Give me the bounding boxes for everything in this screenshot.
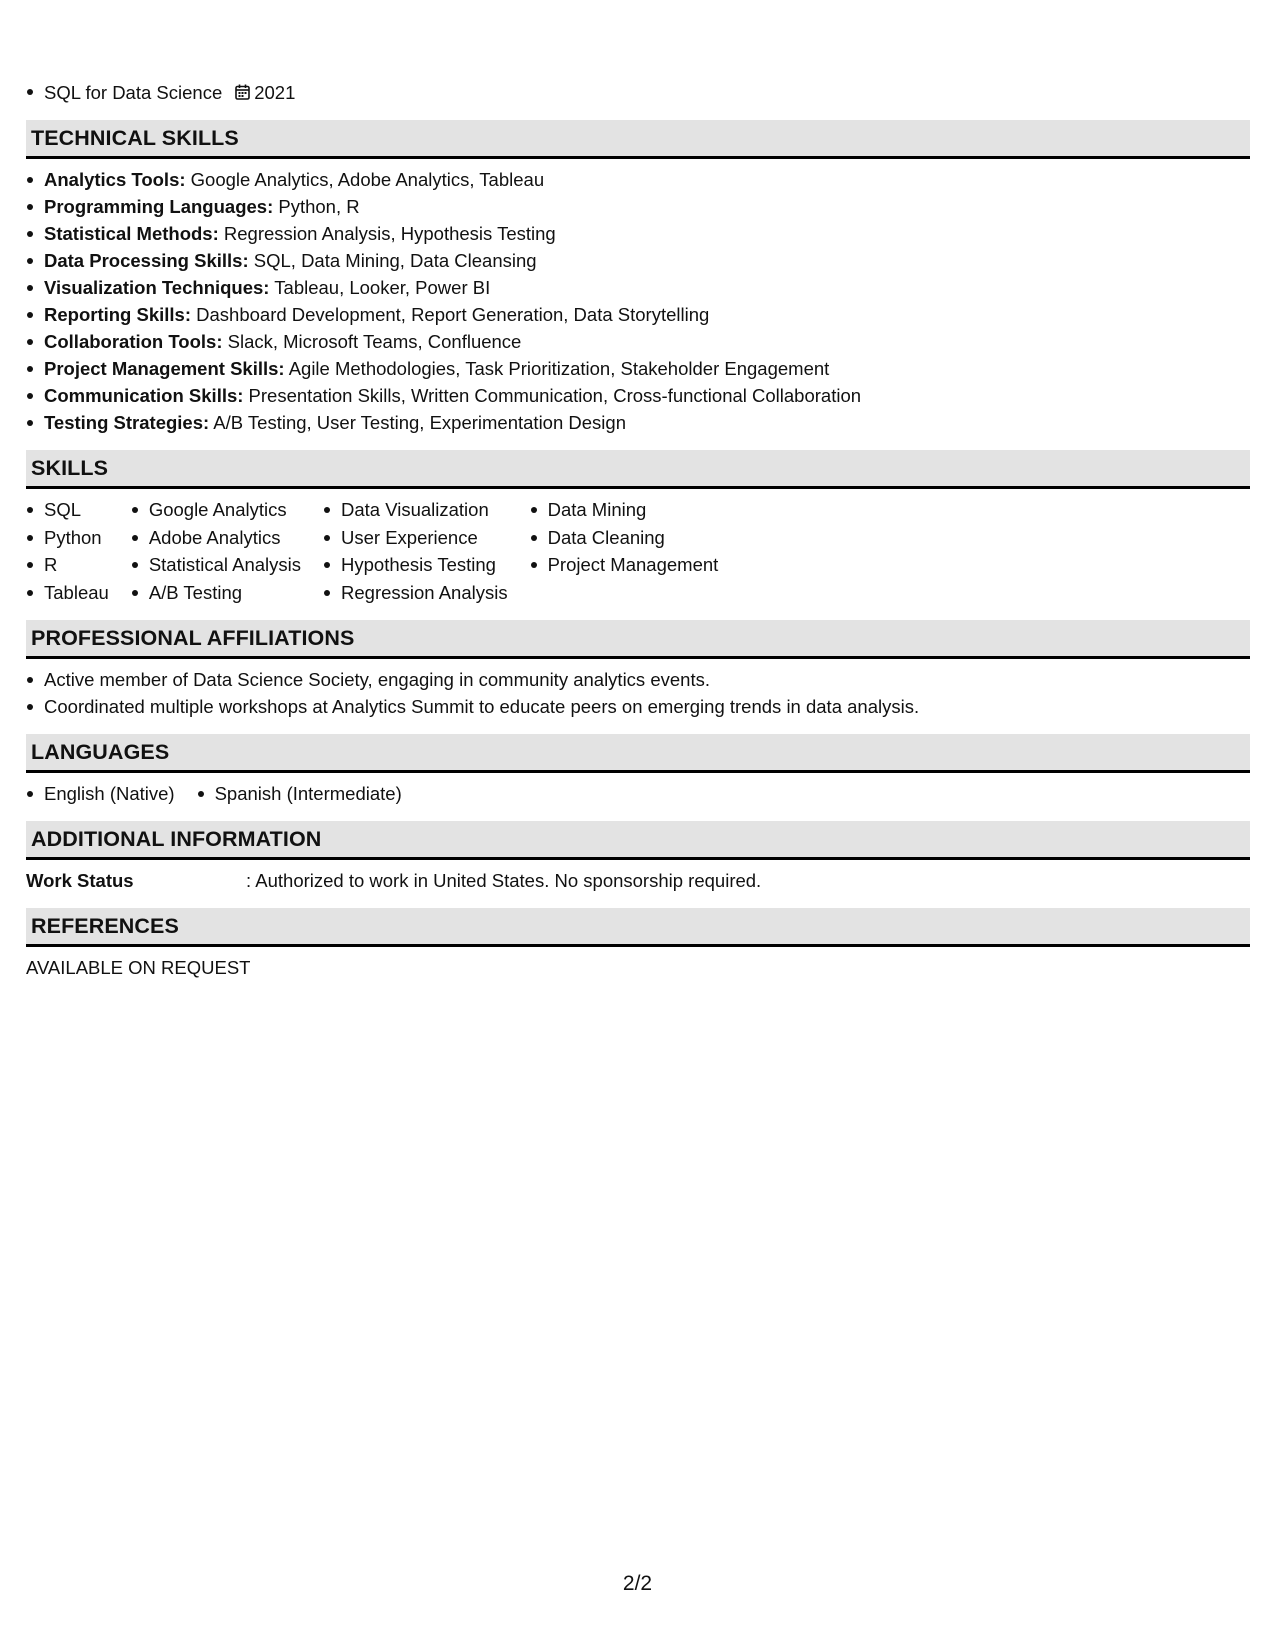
skills-column [26,496,109,606]
list-item: Project Management [530,551,719,579]
skill-category: Data Processing Skills: [44,250,249,271]
list-item [26,166,1250,193]
list-item: Data Mining [530,496,719,524]
list-item [26,247,1250,274]
certification-year: 2021 [254,81,296,103]
list-item [26,409,1250,436]
section-title: TECHNICAL SKILLS [31,125,239,150]
resume-page [26,78,1250,981]
skill-category: Project Management Skills: [44,358,285,379]
list-item [26,355,1250,382]
skill-category: Analytics Tools: [44,169,186,190]
calendar-icon [235,84,250,100]
skill-values: Dashboard Development, Report Generation, Data Storytelling [191,304,710,325]
skill-category: Programming Languages: [44,196,274,217]
list-item [26,274,1250,301]
list-item [26,382,1250,409]
list-item: Coordinated multiple workshops at Analytics Summit to educate peers on emerging trends in data analysis. [26,693,1250,720]
section-title: SKILLS [31,455,109,480]
list-item: Adobe Analytics [131,524,301,552]
certification-date [235,79,295,106]
skill-values: Regression Analysis, Hypothesis Testing [218,223,556,244]
list-item [26,220,1250,247]
work-status-value: : Authorized to work in United States. No sponsorship required. [246,870,762,891]
languages-header [26,734,1250,773]
affiliations-header [26,620,1250,659]
references-text: AVAILABLE ON REQUEST [26,957,251,978]
list-item: Data Cleaning [530,524,719,552]
section-title: ADDITIONAL INFORMATION [31,826,322,851]
list-item: Google Analytics [131,496,301,524]
technical-skills-list [26,166,1250,436]
list-item: Regression Analysis [323,579,508,607]
skill-values: Google Analytics, Adobe Analytics, Tableau [185,169,545,190]
skills-column [530,496,719,606]
skills-grid [26,496,1250,606]
skill-values: Tableau, Looker, Power BI [269,277,491,298]
skill-values: Python, R [273,196,360,217]
skill-values: Presentation Skills, Written Communication, Cross-functional Collaboration [243,385,862,406]
references-header [26,908,1250,947]
list-item [26,193,1250,220]
list-item: Statistical Analysis [131,551,301,579]
skill-category: Testing Strategies: [44,412,210,433]
skill-category: Statistical Methods: [44,223,219,244]
section-title: PROFESSIONAL AFFILIATIONS [31,625,355,650]
page-number: 2/2 [622,1572,653,1595]
list-item: Tableau [26,579,109,607]
languages-list [26,780,1250,807]
certification-item [26,78,1250,106]
list-item [26,328,1250,355]
list-item: Data Visualization [323,496,508,524]
skill-category: Reporting Skills: [44,304,191,325]
section-title: LANGUAGES [31,739,170,764]
additional-info-header [26,821,1250,860]
skill-values: Slack, Microsoft Teams, Confluence [222,331,522,352]
list-item: User Experience [323,524,508,552]
list-item: A/B Testing [131,579,301,607]
section-title: REFERENCES [31,913,179,938]
skill-category: Visualization Techniques: [44,277,270,298]
skills-column [323,496,508,606]
list-item: English (Native) [26,780,175,807]
list-item [26,301,1250,328]
skill-values: SQL, Data Mining, Data Cleansing [248,250,537,271]
list-item: SQL [26,496,109,524]
list-item: Active member of Data Science Society, engaging in community analytics events. [26,666,1250,693]
skill-values: A/B Testing, User Testing, Experimentation Design [209,412,626,433]
list-item: Spanish (Intermediate) [197,780,402,807]
skill-category: Collaboration Tools: [44,331,223,352]
list-item: R [26,551,109,579]
certification-list [26,78,1250,106]
skills-header [26,450,1250,489]
list-item: Python [26,524,109,552]
certification-name: SQL for Data Science [44,81,223,103]
list-item: Hypothesis Testing [323,551,508,579]
skill-values: Agile Methodologies, Task Prioritization, Stakeholder Engagement [284,358,830,379]
skills-column [131,496,301,606]
skill-category: Communication Skills: [44,385,244,406]
work-status-row [26,867,1250,894]
technical-skills-header [26,120,1250,159]
affiliations-list [26,666,1250,720]
work-status-label: Work Status [26,870,134,891]
